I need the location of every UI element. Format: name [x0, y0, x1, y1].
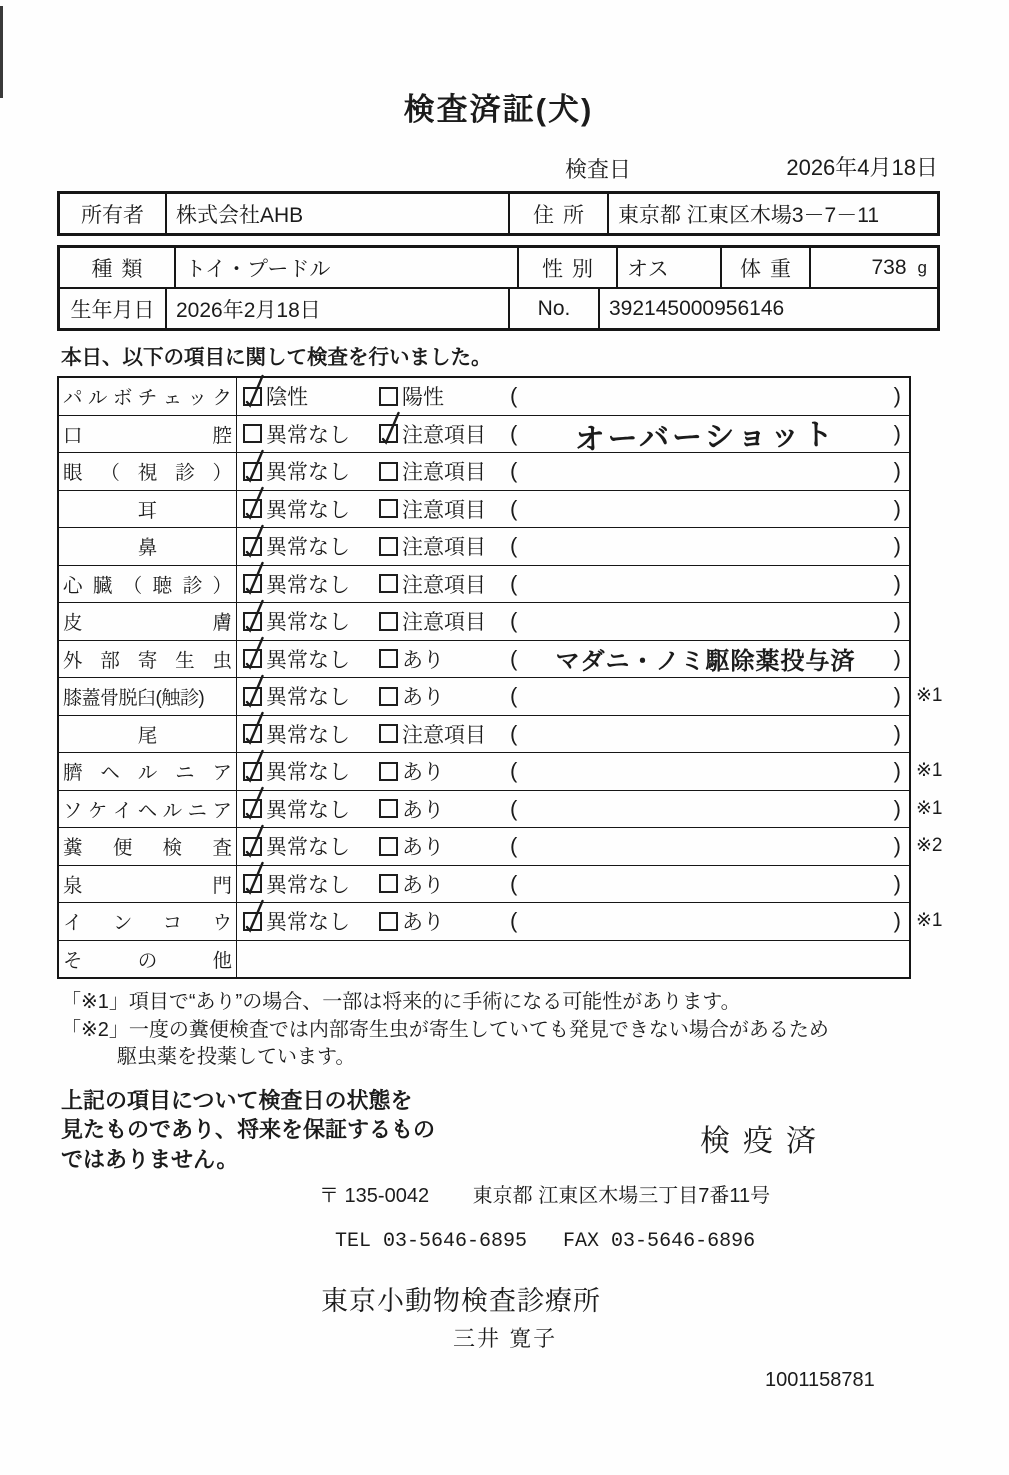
- checkbox-checked: [243, 762, 262, 781]
- paren-close: ): [893, 608, 901, 634]
- finding-field: [510, 496, 909, 522]
- exam-item-label: [59, 641, 237, 678]
- serial-number: 1001158781: [765, 1368, 875, 1391]
- exam-option: [379, 419, 508, 449]
- exam-item-label: [59, 453, 237, 490]
- paren-close: ): [893, 495, 901, 521]
- checkbox-checked: [243, 462, 262, 481]
- exam-option-label: 注意項目: [402, 723, 486, 747]
- paren-open: (: [510, 720, 518, 746]
- exam-row-options: [237, 641, 909, 678]
- clinic-postal: 〒 135-0042: [319, 1184, 430, 1207]
- exam-item-label-text: 泉 門: [63, 874, 232, 897]
- checkbox-unchecked: [243, 424, 262, 443]
- paren-open: (: [510, 608, 518, 634]
- inspection-date-row: [57, 153, 940, 185]
- finding-field: [510, 383, 909, 409]
- finding-text: マダニ・ノミ駆除薬投与済: [555, 648, 856, 676]
- footnotes: [57, 989, 940, 1072]
- exam-row-options: [237, 528, 909, 565]
- paren-open: (: [510, 645, 518, 671]
- checkbox-unchecked: [379, 762, 398, 781]
- checkbox-unchecked: [379, 874, 398, 893]
- finding-field: [510, 458, 909, 484]
- exam-row: [59, 640, 909, 678]
- exam-option: [243, 606, 379, 636]
- exam-option: [243, 906, 379, 936]
- clinic-tel: TEL 03-5646-6895: [335, 1229, 528, 1253]
- exam-option: [379, 606, 508, 636]
- checkmark-icon: [241, 859, 267, 895]
- disclaimer-text: [57, 1086, 491, 1175]
- exam-option-label: 異常なし: [266, 686, 350, 710]
- exam-option-label: 異常なし: [266, 723, 350, 747]
- footnote-marker: ※1: [916, 910, 943, 931]
- finding-field: [510, 533, 909, 559]
- exam-item-label-text: 皮 膚: [63, 612, 232, 635]
- checkbox-checked: [243, 612, 262, 631]
- finding-field: [510, 758, 909, 784]
- exam-option-label: 異常なし: [266, 648, 350, 672]
- clinic-phone-line: [335, 1230, 940, 1253]
- footnote-marker: ※1: [916, 685, 943, 706]
- checkbox-checked: [243, 874, 262, 893]
- exam-row-options: [237, 603, 909, 640]
- finding-field: [510, 683, 909, 709]
- exam-option: [243, 456, 379, 486]
- footnote-marker: ※2: [916, 835, 943, 856]
- exam-option-label: 注意項目: [402, 536, 486, 560]
- exam-intro-text: 本日、以下の項目に関して検査を行いました。: [61, 346, 492, 369]
- exam-option: [243, 681, 379, 711]
- exam-option: [243, 794, 379, 824]
- paren-close: ): [893, 570, 901, 596]
- paren-close: ): [893, 458, 901, 484]
- checkbox-unchecked: [379, 612, 398, 631]
- exam-row: [59, 490, 909, 528]
- paren-open: (: [510, 570, 518, 596]
- exam-row-options: [237, 753, 909, 790]
- exam-row-options: [237, 791, 909, 828]
- finding-field: [510, 608, 909, 634]
- exam-item-label: 尾: [59, 716, 237, 753]
- exam-option-label: 異常なし: [266, 761, 350, 785]
- exam-option: [243, 719, 379, 749]
- exam-option: [243, 756, 379, 786]
- exam-row: [59, 378, 909, 415]
- checkmark-icon: [241, 747, 267, 783]
- exam-item-label: [59, 828, 237, 865]
- sex-label: 性別: [517, 248, 616, 287]
- footnote-2: 「※2」一度の糞便検査では内部寄生虫が寄生していても発見できない場合があるため: [61, 1018, 829, 1041]
- exam-row: [59, 865, 909, 903]
- exam-option-label: あり: [402, 761, 444, 785]
- paren-close: ): [893, 908, 901, 934]
- exam-option-label: 異常なし: [266, 573, 350, 597]
- paren-open: (: [510, 870, 518, 896]
- finding-field: [510, 571, 909, 597]
- checkbox-checked: [243, 687, 262, 706]
- checkbox-checked: [243, 724, 262, 743]
- paren-open: (: [510, 383, 518, 409]
- finding-field: [510, 908, 909, 934]
- finding-field: [510, 412, 909, 456]
- checkbox-unchecked: [379, 537, 398, 556]
- exam-option-label: あり: [402, 836, 444, 860]
- exam-option: [379, 869, 508, 899]
- exam-option-label: あり: [402, 686, 444, 710]
- exam-row-options: [237, 941, 909, 978]
- checkmark-icon: [241, 634, 267, 670]
- exam-option-label: 異常なし: [266, 536, 350, 560]
- disclaimer-line-3: ではありません。: [61, 1147, 239, 1173]
- address-value: 東京都 江東区木場3－7－11: [607, 194, 937, 233]
- exam-row-options: [237, 678, 909, 715]
- exam-item-label: [59, 378, 237, 415]
- exam-row-options: [237, 903, 909, 940]
- checkbox-unchecked: [379, 687, 398, 706]
- address-label: 住所: [508, 194, 607, 233]
- exam-row: [59, 715, 909, 753]
- quarantine-stamp: 検疫済: [700, 1124, 829, 1158]
- owner-info-table: [57, 191, 940, 236]
- exam-row: [59, 452, 909, 490]
- checkbox-checked: [243, 912, 262, 931]
- exam-option-label: 異常なし: [266, 798, 350, 822]
- exam-row: [59, 677, 943, 715]
- owner-row: [60, 194, 937, 233]
- checkbox-checked: [243, 499, 262, 518]
- checkbox-checked: [243, 837, 262, 856]
- exam-option: [379, 456, 508, 486]
- exam-option-label: 異常なし: [266, 423, 350, 447]
- checkbox-unchecked: [379, 912, 398, 931]
- weight-label: 体重: [720, 248, 809, 287]
- exam-option-label: 陰性: [266, 386, 308, 410]
- sex-value: オス: [616, 248, 720, 287]
- exam-option-label: 異常なし: [266, 873, 350, 897]
- birth-value: 2026年2月18日: [165, 289, 508, 328]
- exam-option: [379, 644, 508, 674]
- exam-row: [59, 415, 909, 457]
- footnote-1: 「※1」項目で“あり”の場合、一部は将来的に手術になる可能性があります。: [61, 991, 741, 1013]
- scan-edge-artifact: [0, 6, 3, 98]
- inspection-date-label: 検査日: [565, 157, 632, 182]
- exam-row-options: [237, 491, 909, 528]
- exam-table: [57, 376, 943, 979]
- exam-item-label-text: パ ル ボ チ ェ ッ ク: [63, 387, 232, 410]
- exam-item-label: [59, 603, 237, 640]
- exam-option: [243, 531, 379, 561]
- checkmark-icon: [241, 597, 267, 633]
- exam-option: [379, 831, 508, 861]
- clinic-address-line: [319, 1179, 940, 1208]
- checkmark-icon: [241, 822, 267, 858]
- exam-item-label: [59, 566, 237, 603]
- exam-item-label: [59, 941, 237, 978]
- exam-option-label: 注意項目: [402, 498, 486, 522]
- exam-item-label-text: 糞 便 検 査: [63, 837, 232, 860]
- disclaimer-line-1: 上記の項目について検査日の状態を: [61, 1087, 413, 1113]
- exam-option: [379, 719, 508, 749]
- paren-open: (: [510, 758, 518, 784]
- exam-item-label-text: 眼 （ 視 診 ）: [63, 462, 232, 485]
- exam-option-label: 異常なし: [266, 498, 350, 522]
- exam-option-label: 陽性: [402, 386, 444, 410]
- checkbox-unchecked: [379, 462, 398, 481]
- checkmark-icon: [241, 897, 267, 933]
- exam-option-label: 注意項目: [402, 573, 486, 597]
- exam-option: [379, 381, 508, 411]
- checkbox-checked: [243, 537, 262, 556]
- checkmark-icon: [241, 447, 267, 483]
- checkbox-checked: [243, 574, 262, 593]
- checkmark-icon: [241, 484, 267, 520]
- paren-open: (: [510, 420, 518, 446]
- exam-row: [59, 940, 909, 978]
- checkmark-icon: [377, 409, 403, 445]
- checkbox-unchecked: [379, 649, 398, 668]
- exam-option-label: 注意項目: [402, 461, 486, 485]
- exam-option: [379, 494, 508, 524]
- exam-option-label: 異常なし: [266, 836, 350, 860]
- exam-item-label-text: 口 腔: [63, 424, 232, 447]
- birth-label: 生年月日: [70, 298, 155, 322]
- disclaimer-line-2: 見たものであり、将来を保証するもの: [61, 1117, 436, 1143]
- paren-close: ): [893, 720, 901, 746]
- footnote-2-cont: 駆虫薬を投薬しています。: [117, 1046, 356, 1069]
- checkbox-unchecked: [379, 499, 398, 518]
- checkbox-unchecked: [379, 387, 398, 406]
- exam-item-label-text: 心 臓 （ 聴 診 ）: [63, 574, 232, 597]
- exam-option: [243, 494, 379, 524]
- exam-option-label: あり: [402, 911, 444, 935]
- veterinarian-name: 三井 寛子: [453, 1325, 558, 1351]
- finding-field: [510, 721, 909, 747]
- exam-row-options: [237, 828, 909, 865]
- paren-close: ): [893, 533, 901, 559]
- paren-open: (: [510, 908, 518, 934]
- checkmark-icon: [241, 784, 267, 820]
- exam-option: [379, 681, 508, 711]
- exam-item-label: [59, 416, 237, 453]
- animal-info-table: [57, 245, 940, 331]
- checkbox-unchecked: [379, 837, 398, 856]
- checkmark-icon: [241, 559, 267, 595]
- checkbox-unchecked: [379, 799, 398, 818]
- paren-open: (: [510, 833, 518, 859]
- weight-value: 738: [871, 255, 907, 279]
- exam-row: [59, 752, 943, 790]
- checkmark-icon: [241, 372, 267, 408]
- paren-open: (: [510, 533, 518, 559]
- exam-item-label: [59, 903, 237, 940]
- exam-item-label-text: 臍 ヘ ル ニ ア: [63, 762, 232, 785]
- exam-row: [59, 827, 943, 865]
- exam-option: [243, 381, 379, 411]
- bottom-section: [57, 1086, 940, 1175]
- checkmark-icon: [241, 522, 267, 558]
- paren-close: ): [893, 383, 901, 409]
- exam-option: [243, 419, 379, 449]
- exam-option: [379, 794, 508, 824]
- exam-row-options: [237, 453, 909, 490]
- checkbox-unchecked: [379, 574, 398, 593]
- weight-unit: g: [917, 257, 927, 277]
- checkbox-checked: [243, 799, 262, 818]
- finding-field: [510, 641, 909, 676]
- exam-option-label: 異常なし: [266, 611, 350, 635]
- exam-option: [379, 569, 508, 599]
- inspection-date-value: 2026年4月18日: [786, 155, 938, 180]
- exam-row: [59, 902, 943, 940]
- footnote-marker: ※1: [916, 760, 943, 781]
- owner-label: 所有者: [81, 203, 144, 227]
- handwritten-finding-text: オーバーショット: [574, 418, 837, 457]
- paren-close: ): [893, 833, 901, 859]
- exam-option-label: 注意項目: [402, 611, 486, 635]
- checkbox-unchecked: [379, 724, 398, 743]
- breed-row: [60, 248, 937, 287]
- no-label: No.: [508, 289, 598, 328]
- certificate-content: [57, 0, 943, 1392]
- clinic-name: 東京小動物検査診療所: [321, 1285, 601, 1316]
- exam-item-label-text: ソ ケ イ ヘ ル ニ ア: [63, 799, 232, 822]
- checkbox-checked: [379, 424, 398, 443]
- paren-open: (: [510, 458, 518, 484]
- checkmark-icon: [241, 672, 267, 708]
- exam-row-options: [237, 416, 909, 457]
- exam-option-label: あり: [402, 648, 444, 672]
- finding-field: [510, 796, 909, 822]
- owner-value: 株式会社AHB: [165, 194, 508, 233]
- exam-option: [243, 569, 379, 599]
- paren-close: ): [893, 795, 901, 821]
- birth-row: [60, 287, 937, 328]
- breed-value: トイ・プードル: [174, 248, 517, 287]
- exam-option-label: 注意項目: [402, 423, 486, 447]
- exam-option-label: 異常なし: [266, 911, 350, 935]
- breed-label: 種類: [91, 257, 152, 281]
- finding-field: [510, 833, 909, 859]
- paren-open: (: [510, 795, 518, 821]
- exam-row-options: [237, 716, 909, 753]
- exam-row: [59, 527, 909, 565]
- exam-option: [243, 644, 379, 674]
- exam-option-label: あり: [402, 873, 444, 897]
- exam-row-options: [237, 866, 909, 903]
- exam-option: [243, 831, 379, 861]
- clinic-fax: FAX 03-5646-6896: [563, 1229, 756, 1253]
- no-value: 392145000956146: [598, 289, 937, 328]
- finding-field: [510, 871, 909, 897]
- exam-item-label-text: そ の 他: [63, 949, 232, 972]
- exam-item-label-text: 外 部 寄 生 虫: [63, 649, 232, 672]
- paren-close: ): [893, 683, 901, 709]
- checkmark-icon: [241, 709, 267, 745]
- exam-option: [379, 756, 508, 786]
- exam-option: [379, 531, 508, 561]
- weight-value-cell: [809, 248, 937, 287]
- exam-row: [59, 602, 909, 640]
- exam-option-label: 異常なし: [266, 461, 350, 485]
- checkbox-checked: [243, 649, 262, 668]
- exam-item-label: 膝蓋骨脱臼(触診): [59, 678, 237, 715]
- exam-row: [59, 565, 909, 603]
- paren-close: ): [893, 758, 901, 784]
- footnote-marker: ※1: [916, 797, 943, 819]
- exam-option: [379, 906, 508, 936]
- exam-row: [59, 790, 943, 828]
- clinic-address: 東京都 江東区木場三丁目7番11号: [472, 1184, 771, 1207]
- exam-item-label: [59, 791, 237, 828]
- exam-item-label-text: イ ン コ ウ: [63, 912, 232, 935]
- paren-open: (: [510, 683, 518, 709]
- exam-item-label: 鼻: [59, 528, 237, 565]
- exam-option: [243, 869, 379, 899]
- paren-close: ): [893, 645, 901, 671]
- checkbox-checked: [243, 387, 262, 406]
- exam-item-label: 耳: [59, 491, 237, 528]
- certificate-title: 検査済証(犬): [403, 92, 594, 127]
- paren-open: (: [510, 495, 518, 521]
- exam-item-label: [59, 866, 237, 903]
- exam-row-options: [237, 566, 909, 603]
- paren-close: ): [893, 420, 901, 446]
- paren-close: ): [893, 870, 901, 896]
- exam-option-label: あり: [402, 798, 444, 822]
- exam-item-label: [59, 753, 237, 790]
